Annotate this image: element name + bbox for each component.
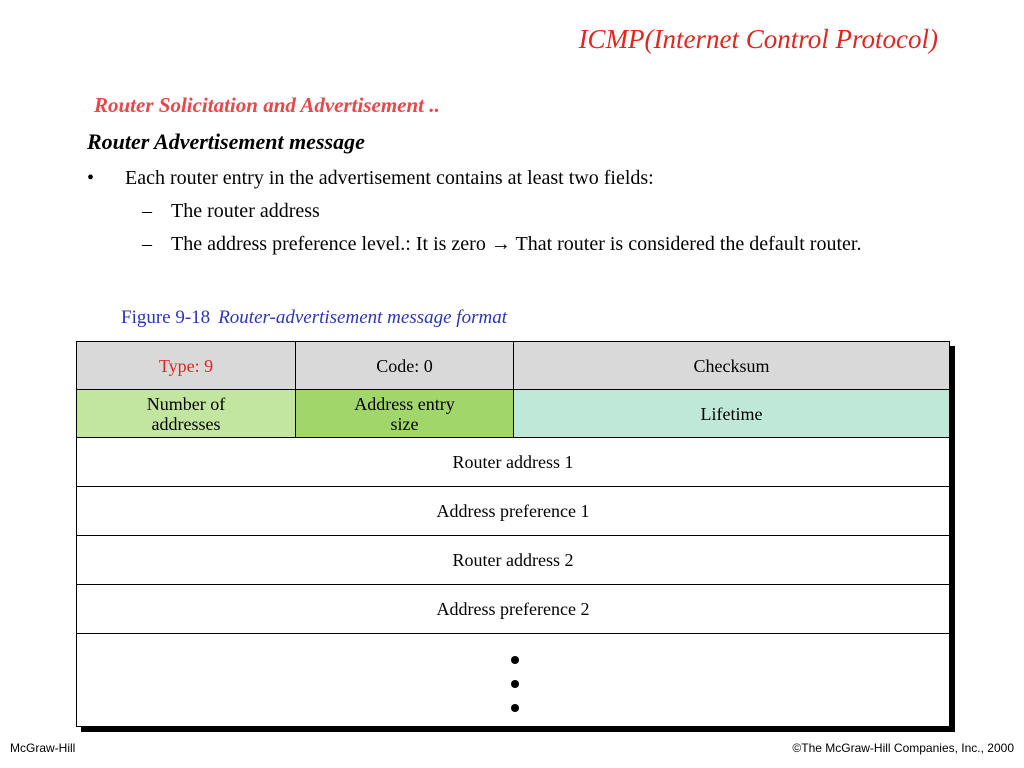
slide-title: ICMP(Internet Control Protocol)	[578, 24, 938, 54]
bullet-text: Each router entry in the advertisement contains at least two fields:	[125, 167, 654, 189]
type-field: Type: 9	[77, 342, 296, 389]
figure-title: Router-advertisement message format	[218, 307, 507, 328]
checksum-field: Checksum	[514, 342, 949, 389]
sub-item-text: The router address	[171, 200, 320, 222]
ellipsis-dots	[77, 634, 949, 726]
bullet-mark: •	[87, 167, 95, 189]
info-row	[77, 390, 949, 438]
header-row	[77, 342, 949, 390]
entry-row	[77, 536, 949, 585]
code-field: Code: 0	[296, 342, 514, 389]
lifetime-field: Lifetime	[514, 390, 949, 437]
message-format-diagram	[76, 341, 950, 727]
address-entry-size-field: Address entry size	[296, 390, 514, 437]
dash-mark: –	[142, 233, 152, 255]
dot	[511, 680, 519, 688]
router-address-1: Router address 1	[452, 452, 574, 472]
address-preference-1: Address preference 1	[436, 501, 590, 521]
sub-item-text: The address preference level.: It is zero → That router is considered the default router.	[171, 233, 862, 255]
figure-number: Figure 9-18	[121, 307, 211, 328]
dash-mark: –	[142, 200, 152, 222]
entry-row	[77, 438, 949, 487]
sub-item-preference-level	[142, 231, 922, 258]
address-preference-2: Address preference 2	[436, 599, 590, 619]
section-heading: Router Advertisement message	[87, 129, 365, 154]
sub-item-router-address	[142, 198, 922, 225]
entry-row	[77, 585, 949, 634]
entry-row	[77, 487, 949, 536]
footer-publisher: McGraw-Hill	[10, 741, 76, 755]
dot	[511, 704, 519, 712]
dot	[511, 656, 519, 664]
footer-copyright: ©The McGraw-Hill Companies, Inc., 2000	[792, 741, 1014, 755]
router-address-2: Router address 2	[452, 550, 574, 570]
figure-caption	[121, 307, 507, 329]
slide-subtitle: Router Solicitation and Advertisement ..	[94, 93, 440, 117]
number-of-addresses-field: Number of addresses	[77, 390, 296, 437]
continuation-row	[77, 634, 949, 726]
